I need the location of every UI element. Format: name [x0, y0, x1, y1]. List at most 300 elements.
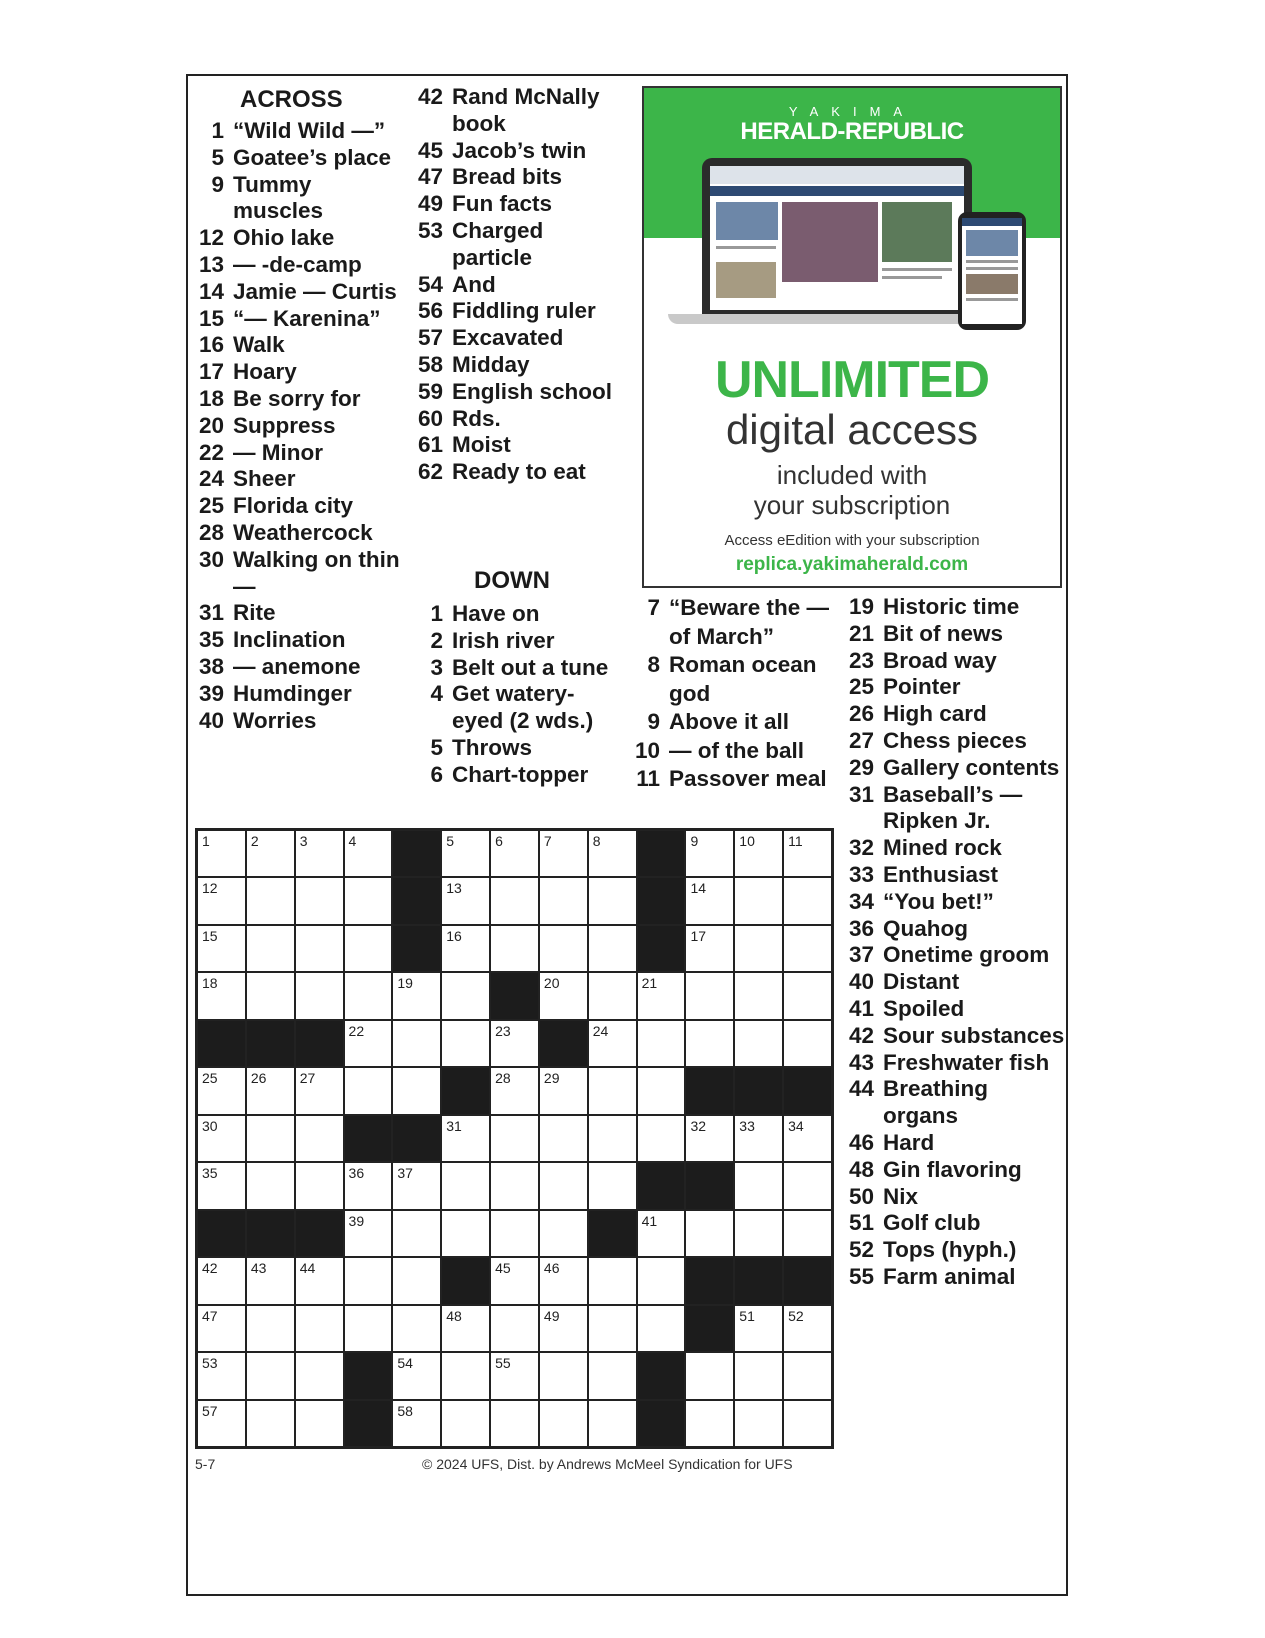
- grid-cell[interactable]: [198, 1068, 245, 1113]
- across-clues-column-2: [409, 84, 619, 486]
- grid-cell[interactable]: [589, 878, 636, 923]
- clue-text: Belt out a tune: [452, 654, 609, 680]
- grid-cell[interactable]: [442, 1353, 489, 1398]
- cell-number: 54: [397, 1355, 413, 1372]
- clue-text: Walking on thin —: [233, 546, 400, 599]
- cell-number: 15: [202, 927, 218, 944]
- grid-cell[interactable]: [393, 1258, 440, 1303]
- grid-cell[interactable]: [442, 1306, 489, 1351]
- grid-cell[interactable]: [735, 1021, 782, 1066]
- clue-across_col1-18: [190, 386, 405, 413]
- cell-number: 47: [202, 1307, 218, 1324]
- clue-across_col1-9: [190, 172, 405, 226]
- grid-cell[interactable]: [198, 1163, 245, 1208]
- grid-cell[interactable]: [198, 926, 245, 971]
- cell-number: 20: [543, 975, 560, 992]
- clue-number: 7: [647, 595, 660, 620]
- grid-cell[interactable]: [589, 926, 636, 971]
- clue-text: Fun facts: [452, 191, 553, 217]
- grid-cell[interactable]: [589, 1068, 636, 1113]
- grid-cell[interactable]: [296, 1163, 343, 1208]
- grid-block: [393, 1116, 440, 1161]
- grid-cell[interactable]: [491, 1353, 538, 1398]
- cell-number: 33: [739, 1117, 755, 1134]
- clue-text: Suppress: [233, 412, 336, 438]
- clue-down_col4-37: [840, 942, 1065, 969]
- grid-block: [393, 831, 440, 876]
- ad-body: [644, 460, 1060, 520]
- grid-block: [589, 1211, 636, 1256]
- grid-cell[interactable]: [735, 1163, 782, 1208]
- clue-text: Broad way: [883, 647, 997, 673]
- clue-number: 40: [198, 707, 224, 733]
- clue-across_col2-59: [409, 379, 619, 406]
- clue-text: Fiddling ruler: [452, 298, 596, 324]
- grid-cell[interactable]: [540, 1258, 587, 1303]
- clue-number: 25: [198, 493, 224, 519]
- grid-cell[interactable]: [491, 878, 538, 923]
- grid-cell[interactable]: [491, 1116, 538, 1161]
- clue-number: 28: [198, 519, 224, 545]
- clue-number: 43: [848, 1049, 874, 1075]
- grid-cell[interactable]: [735, 878, 782, 923]
- grid-cell[interactable]: [638, 1258, 685, 1303]
- clue-number: 18: [198, 385, 224, 411]
- grid-cell[interactable]: [198, 1258, 245, 1303]
- clue-text: Tops (hyph.): [883, 1237, 1017, 1263]
- clue-text: “— Karenina”: [233, 305, 381, 331]
- ad-access-text: Access eEdition with your subscription: [724, 532, 980, 549]
- grid-cell[interactable]: [442, 831, 489, 876]
- grid-cell[interactable]: [198, 878, 245, 923]
- grid-cell[interactable]: [247, 1306, 294, 1351]
- clue-down_col4-25: [840, 674, 1065, 701]
- clue-number: 22: [198, 439, 224, 465]
- laptop-image: [702, 158, 972, 316]
- grid-block: [198, 1211, 245, 1256]
- clue-text: Charged particle: [452, 217, 544, 270]
- clue-across_col2-47: [409, 164, 619, 191]
- grid-cell[interactable]: [540, 1211, 587, 1256]
- grid-cell[interactable]: [735, 1116, 782, 1161]
- grid-cell[interactable]: [491, 1021, 538, 1066]
- clue-number: 19: [848, 594, 874, 619]
- grid-cell[interactable]: [491, 1306, 538, 1351]
- clue-down_col4-19: [840, 594, 1065, 621]
- grid-cell[interactable]: [638, 1116, 685, 1161]
- grid-cell[interactable]: [686, 1021, 733, 1066]
- grid-cell[interactable]: [784, 831, 831, 876]
- grid-cell[interactable]: [345, 831, 392, 876]
- grid-cell[interactable]: [638, 1211, 685, 1256]
- ad-body-line-2: your subscription: [753, 490, 951, 520]
- grid-cell[interactable]: [589, 1353, 636, 1398]
- clue-down_col2-2: [409, 628, 624, 655]
- grid-cell[interactable]: [296, 1116, 343, 1161]
- grid-cell[interactable]: [247, 1163, 294, 1208]
- grid-cell[interactable]: [491, 1258, 538, 1303]
- cell-number: 37: [397, 1165, 413, 1182]
- clue-down_col2-3: [409, 655, 624, 682]
- clue-number: 42: [417, 84, 443, 109]
- cell-number: 8: [592, 833, 601, 849]
- grid-cell[interactable]: [296, 1306, 343, 1351]
- clue-across_col2-62: [409, 459, 619, 486]
- clue-text: Chart-topper: [452, 761, 589, 787]
- cell-number: 41: [641, 1212, 658, 1229]
- grid-block: [784, 1068, 831, 1113]
- grid-cell[interactable]: [589, 1306, 636, 1351]
- clue-across_col2-45: [409, 138, 619, 165]
- grid-cell[interactable]: [784, 1306, 831, 1351]
- grid-cell[interactable]: [491, 1401, 538, 1446]
- cell-number: 43: [250, 1260, 267, 1277]
- clue-across_col2-60: [409, 406, 619, 433]
- clue-text: Farm animal: [883, 1263, 1016, 1289]
- clue-text: Freshwater fish: [883, 1049, 1050, 1075]
- cell-number: 44: [299, 1260, 316, 1277]
- clue-text: Have on: [452, 601, 540, 626]
- clue-number: 39: [198, 680, 224, 706]
- grid-cell[interactable]: [345, 1068, 392, 1113]
- cell-number: 27: [299, 1070, 316, 1087]
- cell-number: 30: [202, 1117, 218, 1134]
- grid-cell[interactable]: [296, 973, 343, 1018]
- cell-number: 45: [495, 1260, 511, 1277]
- grid-cell[interactable]: [589, 1258, 636, 1303]
- grid-cell[interactable]: [686, 973, 733, 1018]
- clue-number: 60: [417, 405, 443, 431]
- clue-text: Historic time: [883, 594, 1020, 619]
- clue-text: English school: [452, 378, 613, 404]
- grid-cell[interactable]: [735, 926, 782, 971]
- grid-cell[interactable]: [686, 1401, 733, 1446]
- clue-number: 35: [198, 627, 224, 653]
- grid-cell[interactable]: [491, 926, 538, 971]
- grid-cell[interactable]: [296, 831, 343, 876]
- clue-down_col4-32: [840, 835, 1065, 862]
- clue-down_col2-1: [409, 601, 624, 628]
- cell-number: 32: [690, 1117, 707, 1134]
- grid-cell[interactable]: [442, 1211, 489, 1256]
- grid-cell[interactable]: [247, 1401, 294, 1446]
- grid-cell[interactable]: [247, 1258, 294, 1303]
- clue-down_col4-41: [840, 996, 1065, 1023]
- clue-down_col4-43: [840, 1050, 1065, 1077]
- grid-cell[interactable]: [491, 1211, 538, 1256]
- grid-cell[interactable]: [638, 1021, 685, 1066]
- clue-text: Nix: [883, 1183, 919, 1209]
- clue-number: 34: [848, 888, 874, 914]
- grid-cell[interactable]: [247, 1116, 294, 1161]
- grid-cell[interactable]: [784, 1353, 831, 1398]
- grid-cell[interactable]: [540, 926, 587, 971]
- clue-text: Tummy muscles: [233, 171, 324, 224]
- clue-number: 61: [417, 432, 443, 458]
- cell-number: 6: [495, 833, 503, 849]
- clue-across_col2-56: [409, 298, 619, 325]
- grid-cell[interactable]: [247, 831, 294, 876]
- grid-cell[interactable]: [247, 926, 294, 971]
- grid-cell[interactable]: [393, 973, 440, 1018]
- clue-across_col2-57: [409, 325, 619, 352]
- grid-cell[interactable]: [296, 1258, 343, 1303]
- grid-cell[interactable]: [442, 878, 489, 923]
- grid-cell[interactable]: [589, 973, 636, 1018]
- grid-cell[interactable]: [686, 878, 733, 923]
- grid-cell[interactable]: [247, 1068, 294, 1113]
- grid-cell[interactable]: [784, 1211, 831, 1256]
- grid-cell[interactable]: [345, 1258, 392, 1303]
- grid-cell[interactable]: [198, 1401, 245, 1446]
- grid-cell[interactable]: [296, 1353, 343, 1398]
- clue-across_col2-61: [409, 432, 619, 459]
- grid-cell[interactable]: [540, 1068, 587, 1113]
- grid-cell[interactable]: [540, 1163, 587, 1208]
- grid-block: [638, 1163, 685, 1208]
- grid-block: [296, 1211, 343, 1256]
- grid-cell[interactable]: [735, 1306, 782, 1351]
- clue-number: 13: [198, 251, 224, 277]
- cell-number: 14: [690, 880, 707, 897]
- cell-number: 52: [788, 1307, 804, 1324]
- grid-cell[interactable]: [198, 831, 245, 876]
- ad-url-link[interactable]: replica.yakimaherald.com: [735, 554, 969, 575]
- grid-cell[interactable]: [589, 1021, 636, 1066]
- clue-across_col2-54: [409, 272, 619, 299]
- grid-block: [686, 1068, 733, 1113]
- grid-cell[interactable]: [784, 973, 831, 1018]
- grid-cell[interactable]: [296, 926, 343, 971]
- down-heading: DOWN: [474, 567, 550, 594]
- clue-number: 4: [430, 681, 443, 707]
- cell-number: 34: [788, 1117, 804, 1134]
- subscription-ad[interactable]: [642, 86, 1062, 588]
- grid-cell[interactable]: [393, 1021, 440, 1066]
- cell-number: 22: [348, 1022, 365, 1039]
- clue-text: “Beware the — of March”: [669, 595, 830, 649]
- clue-number: 1: [211, 118, 224, 143]
- cell-number: 13: [446, 880, 462, 897]
- date-code: 5-7: [195, 1456, 216, 1472]
- cell-number: 1: [202, 833, 210, 849]
- clue-text: High card: [883, 701, 987, 727]
- clue-down_col2-4: [409, 681, 624, 735]
- grid-cell[interactable]: [784, 878, 831, 923]
- grid-cell[interactable]: [735, 1211, 782, 1256]
- clue-down_col2-6: [409, 762, 624, 789]
- cell-number: 5: [446, 833, 455, 849]
- grid-cell[interactable]: [784, 1116, 831, 1161]
- clue-down_col4-26: [840, 701, 1065, 728]
- grid-cell[interactable]: [393, 1163, 440, 1208]
- grid-cell[interactable]: [442, 1021, 489, 1066]
- grid-cell[interactable]: [638, 1068, 685, 1113]
- clue-text: Breathing organs: [883, 1076, 989, 1129]
- cell-number: 11: [788, 833, 803, 849]
- clue-text: Golf club: [883, 1210, 981, 1236]
- clue-number: 5: [430, 734, 443, 760]
- clue-across_col1-38: [190, 654, 405, 681]
- clue-number: 31: [848, 781, 874, 807]
- grid-cell[interactable]: [589, 1163, 636, 1208]
- grid-block: [442, 1258, 489, 1303]
- grid-cell[interactable]: [491, 831, 538, 876]
- clue-down_col3-8: [626, 651, 836, 708]
- clue-number: 21: [848, 620, 874, 646]
- grid-cell[interactable]: [296, 878, 343, 923]
- grid-block: [198, 1021, 245, 1066]
- clue-number: 42: [848, 1022, 874, 1048]
- grid-block: [296, 1021, 343, 1066]
- grid-cell[interactable]: [686, 831, 733, 876]
- clue-number: 48: [848, 1156, 874, 1182]
- grid-block: [638, 926, 685, 971]
- grid-cell[interactable]: [589, 831, 636, 876]
- grid-cell[interactable]: [735, 1401, 782, 1446]
- clue-across_col1-22: [190, 440, 405, 467]
- clue-down_col3-10: [626, 737, 836, 766]
- cell-number: 21: [641, 975, 658, 992]
- grid-cell[interactable]: [540, 831, 587, 876]
- cell-number: 28: [495, 1070, 511, 1087]
- ad-brand-top: YAKIMA: [788, 104, 916, 119]
- grid-cell[interactable]: [247, 1353, 294, 1398]
- clue-across_col2-49: [409, 191, 619, 218]
- grid-cell[interactable]: [589, 1116, 636, 1161]
- grid-cell[interactable]: [784, 926, 831, 971]
- clue-text: Inclination: [233, 627, 346, 653]
- grid-cell[interactable]: [393, 1068, 440, 1113]
- grid-cell[interactable]: [491, 1163, 538, 1208]
- cell-number: 17: [690, 927, 707, 944]
- grid-cell[interactable]: [735, 831, 782, 876]
- grid-block: [442, 1068, 489, 1113]
- grid-cell[interactable]: [345, 1021, 392, 1066]
- grid-block: [540, 1021, 587, 1066]
- clue-number: 58: [417, 351, 443, 377]
- clue-number: 27: [848, 727, 874, 753]
- grid-cell[interactable]: [393, 1353, 440, 1398]
- clue-text: Bread bits: [452, 164, 563, 190]
- clue-down_col3-9: [626, 708, 836, 737]
- grid-block: [686, 1306, 733, 1351]
- cell-number: 29: [543, 1070, 560, 1087]
- grid-cell[interactable]: [686, 1116, 733, 1161]
- grid-cell[interactable]: [393, 1401, 440, 1446]
- clue-text: Mined rock: [883, 835, 1002, 861]
- cell-number: 48: [446, 1307, 462, 1324]
- grid-cell[interactable]: [784, 1163, 831, 1208]
- grid-cell[interactable]: [735, 1353, 782, 1398]
- grid-cell[interactable]: [735, 973, 782, 1018]
- crossword-grid[interactable]: [195, 828, 834, 1449]
- clue-text: Gallery contents: [883, 754, 1060, 780]
- clue-across_col1-14: [190, 279, 405, 306]
- grid-cell[interactable]: [345, 1306, 392, 1351]
- grid-cell[interactable]: [589, 1401, 636, 1446]
- grid-cell[interactable]: [784, 1401, 831, 1446]
- clue-down_col4-48: [840, 1157, 1065, 1184]
- grid-cell[interactable]: [442, 973, 489, 1018]
- grid-block: [638, 878, 685, 923]
- clue-number: 44: [848, 1076, 874, 1102]
- clue-text: Worries: [233, 707, 317, 733]
- grid-cell[interactable]: [540, 973, 587, 1018]
- cell-number: 39: [348, 1212, 365, 1229]
- clue-across_col1-31: [190, 600, 405, 627]
- clue-text: Jacob’s twin: [452, 137, 587, 163]
- clue-down_col2-5: [409, 735, 624, 762]
- grid-cell[interactable]: [686, 1211, 733, 1256]
- across-heading: ACROSS: [240, 86, 343, 113]
- grid-block: [393, 878, 440, 923]
- grid-cell[interactable]: [540, 1353, 587, 1398]
- grid-cell[interactable]: [345, 878, 392, 923]
- grid-cell[interactable]: [247, 878, 294, 923]
- clue-text: Rite: [233, 600, 276, 626]
- clue-number: 62: [417, 459, 443, 485]
- grid-cell[interactable]: [198, 1353, 245, 1398]
- grid-cell[interactable]: [540, 1116, 587, 1161]
- grid-cell[interactable]: [442, 926, 489, 971]
- cell-number: 2: [250, 833, 259, 849]
- grid-cell[interactable]: [686, 926, 733, 971]
- grid-cell[interactable]: [247, 973, 294, 1018]
- clue-down_col4-42: [840, 1023, 1065, 1050]
- grid-cell[interactable]: [393, 1306, 440, 1351]
- grid-cell[interactable]: [393, 1211, 440, 1256]
- grid-cell[interactable]: [198, 973, 245, 1018]
- grid-cell[interactable]: [198, 1306, 245, 1351]
- clue-number: 52: [848, 1237, 874, 1263]
- grid-cell[interactable]: [345, 973, 392, 1018]
- grid-cell[interactable]: [296, 1401, 343, 1446]
- grid-cell[interactable]: [442, 1163, 489, 1208]
- grid-block: [345, 1353, 392, 1398]
- grid-cell[interactable]: [784, 1021, 831, 1066]
- grid-cell[interactable]: [442, 1116, 489, 1161]
- grid-cell[interactable]: [540, 1401, 587, 1446]
- grid-cell[interactable]: [491, 1068, 538, 1113]
- clue-text: Weathercock: [233, 519, 373, 545]
- grid-cell[interactable]: [296, 1068, 343, 1113]
- clue-text: Ready to eat: [452, 459, 586, 485]
- grid-cell[interactable]: [540, 878, 587, 923]
- clue-number: 26: [848, 701, 874, 727]
- grid-cell[interactable]: [345, 1211, 392, 1256]
- grid-cell[interactable]: [638, 973, 685, 1018]
- clue-text: — anemone: [233, 653, 361, 679]
- clue-number: 53: [417, 217, 443, 243]
- clue-text: Onetime groom: [883, 942, 1050, 968]
- clue-down_col4-31: [840, 782, 1065, 836]
- grid-cell[interactable]: [345, 1163, 392, 1208]
- clue-text: Quahog: [883, 915, 968, 941]
- ad-body-line-1: included with: [776, 460, 928, 490]
- clue-across_col1-17: [190, 359, 405, 386]
- grid-cell[interactable]: [442, 1401, 489, 1446]
- cell-number: 49: [543, 1307, 560, 1324]
- grid-block: [735, 1258, 782, 1303]
- grid-cell[interactable]: [345, 926, 392, 971]
- grid-cell[interactable]: [686, 1353, 733, 1398]
- clue-down_col4-52: [840, 1237, 1065, 1264]
- grid-cell[interactable]: [198, 1116, 245, 1161]
- clue-number: 8: [647, 652, 660, 677]
- grid-cell[interactable]: [540, 1306, 587, 1351]
- grid-cell[interactable]: [638, 1306, 685, 1351]
